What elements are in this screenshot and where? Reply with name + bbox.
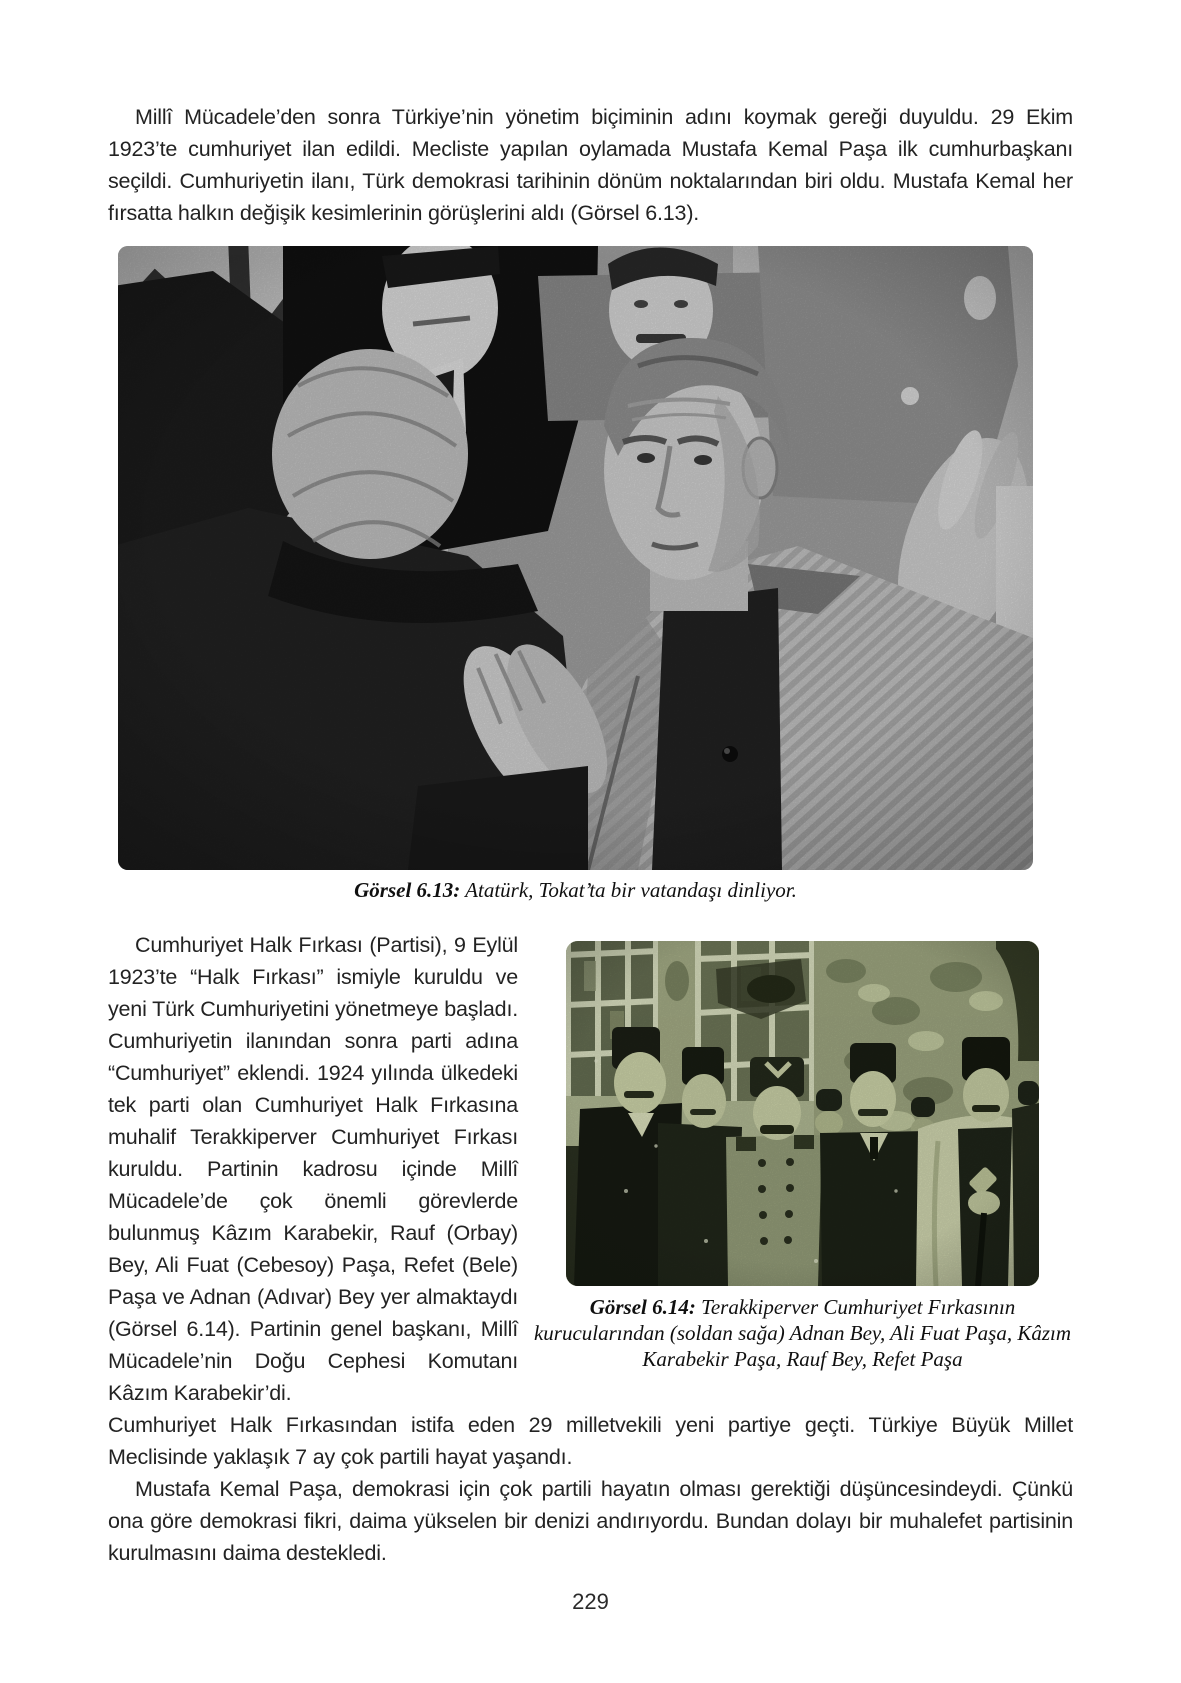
democracy-paragraph: Mustafa Kemal Paşa, demokrasi için çok partili hayatın olması gerektiği düşüncesindeydi. Çünkü ona göre demokrasi fikri, daima yükselen bir denizi andırıyordu. Bundan dolayı bir muhalefet partisinin kurulmasını daima destekledi. — [108, 1477, 1073, 1565]
chp-continuation-paragraph: Cumhuriyet Halk Fırkasından istifa eden 29 milletvekili yeni partiye geçti. Türkiye Büyük Millet Meclisinde yaklaşık 7 ay çok partili hayat yaşandı. — [108, 1413, 1073, 1469]
page-number: 229 — [572, 1589, 609, 1614]
photo-terakkiperver-illustration — [566, 941, 1039, 1286]
figure-6-13-caption-text: Atatürk, Tokat’ta bir vatandaşı dinliyor. — [460, 878, 797, 902]
figure-6-13-label: Görsel 6.13: — [354, 878, 461, 902]
photo-ataturk-tokat-illustration — [118, 246, 1033, 870]
figure-6-14-label: Görsel 6.14: — [589, 1295, 696, 1319]
chp-paragraph: Cumhuriyet Halk Fırkası (Partisi), 9 Eylül 1923’te “Halk Fırkası” ismiyle kuruldu ve yeni Türk Cumhuriyetini yönetmeye başladı. Cumhuriyetin ilanından sonra parti adına “Cumhuriyet” eklendi. 1924 yılında ülkedeki tek parti olan Cumhuriyet Halk Fırkasına muhalif Terakkiperver Cumhuriyet Fırkası kuruldu. Partinin kadrosu içinde Millî Mücadele’de çok önemli görevlerde bulunmuş Kâzım Karabekir, Rauf (Orbay) Bey, Ali Fuat (Cebesoy) Paşa, Refet (Bele) Paşa ve Adnan (Adıvar) Bey yer almaktaydı (Görsel 6.14). Partinin genel başkanı, Millî Mücadele’nin Doğu Cephesi Komutanı Kâzım Karabekir’di. — [108, 933, 518, 1405]
figure-6-14-caption — [532, 1294, 1073, 1372]
intro-paragraph: Millî Mücadele’den sonra Türkiye’nin yönetim biçiminin adını koymak gereği duyuldu. 29 Ekim 1923’te cumhuriyet ilan edildi. Mecliste yapılan oylamada Mustafa Kemal Paşa ilk cumhurbaşkanı seçildi. Cumhuriyetin ilanı, Türk demokrasi tarihinin dönüm noktalarından biri oldu. Mustafa Kemal her fırsatta halkın değişik kesimlerinin görüşlerini aldı (Görsel 6.13). — [108, 105, 1073, 225]
figure-gorsel-6-14 — [533, 941, 1072, 1393]
figure-6-13-caption — [118, 877, 1033, 903]
photo-ataturk-tokat — [118, 246, 1033, 870]
two-column-section — [108, 929, 1073, 1409]
figure-6-14-caption-text: Terakkiperver Cumhuriyet Fırkasının kurucularından (soldan sağa) Adnan Bey, Ali Fuat Paşa, Kâzım Karabekir Paşa, Rauf Bey, Refet Paşa — [533, 1295, 1072, 1371]
figure-gorsel-6-13 — [118, 246, 1033, 903]
photo-terakkiperver-founders — [566, 941, 1039, 1286]
